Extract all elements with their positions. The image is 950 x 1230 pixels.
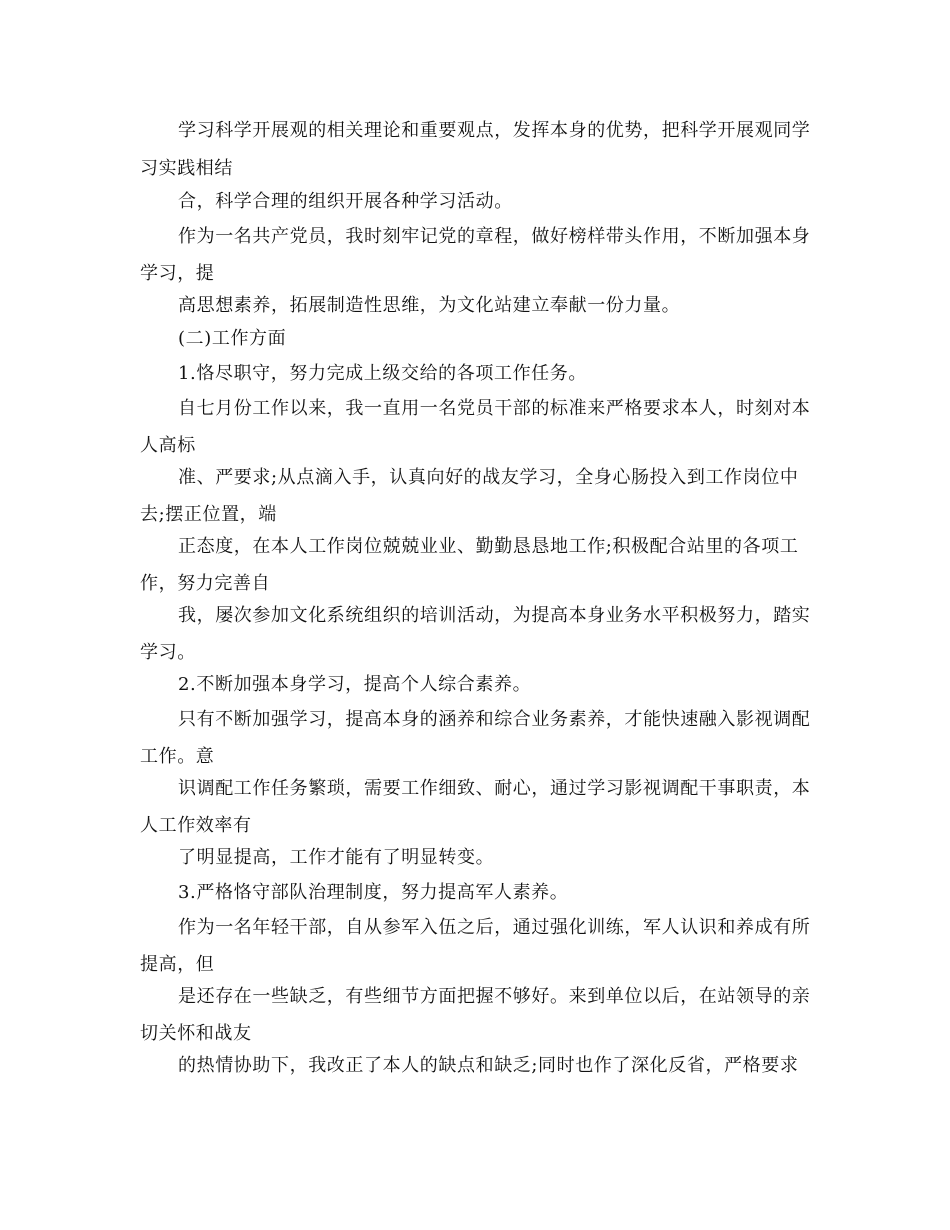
- text-line: 去;摆正位置，端: [140, 504, 277, 525]
- numbered-item-heading: 3.严格恪守部队治理制度，努力提高军人素养。: [178, 882, 569, 903]
- text-line: 切关怀和战友: [140, 1023, 252, 1044]
- text-line: 自七月份工作以来，我一直用一名党员干部的标准来严格要求本人，时刻对本: [178, 398, 811, 419]
- text-line: 作，努力完善自: [140, 573, 271, 594]
- text-line: 学习。: [140, 642, 196, 663]
- text-line: 作为一名年轻干部，自从参军入伍之后，通过强化训练，军人认识和养成有所: [178, 917, 811, 938]
- text-line: 的热情协助下，我改正了本人的缺点和缺乏;同时也作了深化反省，严格要求: [178, 1055, 799, 1076]
- text-line: 人高标: [140, 435, 196, 456]
- text-line: 人工作效率有: [140, 815, 252, 836]
- numbered-item-heading: 2.不断加强本身学习，提高个人综合素养。: [178, 674, 532, 695]
- text-line: 正态度，在本人工作岗位兢兢业业、勤勤恳恳地工作;积极配合站里的各项工: [178, 536, 799, 557]
- text-line: 作为一名共产党员，我时刻牢记党的章程，做好榜样带头作用，不断加强本身: [178, 226, 811, 247]
- text-line: 高思想素养，拓展制造性思维，为文化站建立奉献一份力量。: [178, 295, 681, 316]
- text-line: 是还存在一些缺乏，有些细节方面把握不够好。来到单位以后，在站领导的亲: [178, 986, 811, 1007]
- text-line: 我，屡次参加文化系统组织的培训活动，为提高本身业务水平积极努力，踏实: [178, 605, 811, 626]
- text-line: 准、严要求;从点滴入手，认真向好的战友学习，全身心肠投入到工作岗位中: [178, 467, 799, 488]
- text-line: 提高，但: [140, 954, 215, 975]
- numbered-item-heading: 1.恪尽职守，努力完成上级交给的各项工作任务。: [178, 363, 587, 384]
- section-heading: (二)工作方面: [178, 328, 287, 349]
- text-line: 工作。意: [140, 746, 215, 767]
- text-line: 识调配工作任务繁琐，需要工作细致、耐心，通过学习影视调配干事职责，本: [178, 778, 811, 799]
- text-line: 合，科学合理的组织开展各种学习活动。: [178, 191, 513, 212]
- text-line: 了明显提高，工作才能有了明显转变。: [178, 847, 495, 868]
- text-line: 学习科学开展观的相关理论和重要观点，发挥本身的优势，把科学开展观同学: [178, 120, 811, 141]
- text-line: 只有不断加强学习，提高本身的涵养和综合业务素养，才能快速融入影视调配: [178, 709, 811, 730]
- text-line: 习实践相结: [140, 158, 233, 179]
- text-line: 学习，提: [140, 263, 215, 284]
